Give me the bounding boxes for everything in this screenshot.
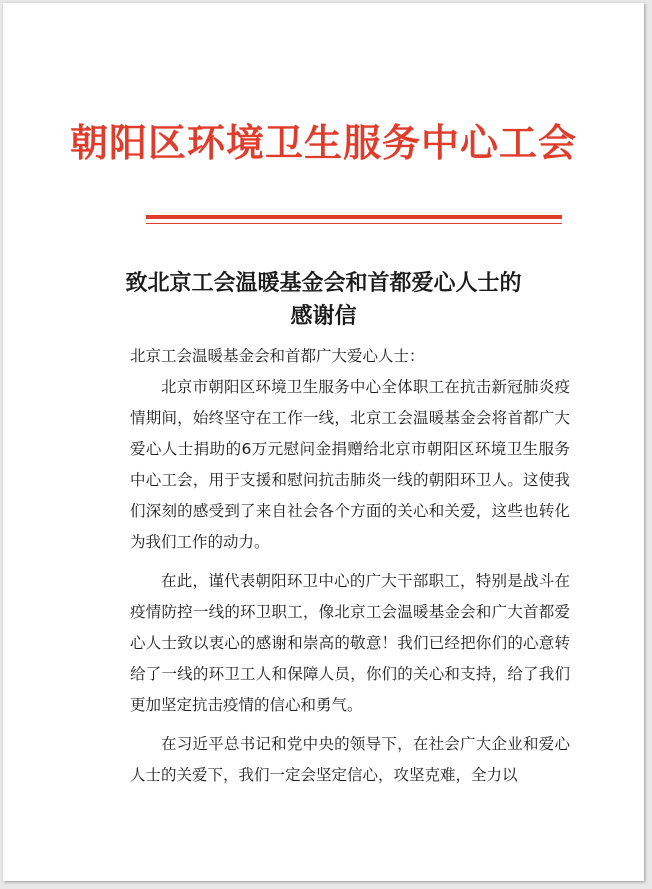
letter-salutation: 北京工会温暖基金会和首都广大爱心人士：	[130, 347, 425, 365]
letter-paragraph-1: 北京市朝阳区环境卫生服务中心全体职工在抗击新冠肺炎疫情期间，始终坚守在工作一线，北京工会温暖基金会将首都广大爱心人士捐助的6万元慰问金捐赠给北京市朝阳区环境卫生服务中心工会，用于支援和慰问抗击肺炎一线的朝阳环卫人。这使我们深刻的感受到了来自社会各个方面的关心和关爱，这些也转化为我们工作的动力。	[130, 378, 570, 551]
letterhead-rule-thick	[146, 215, 562, 219]
letter-paragraph-3: 在习近平总书记和党中央的领导下，在社会广大企业和爱心人士的关爱下，我们一定会坚定信心，攻坚克难，全力以	[130, 735, 570, 784]
letter-page	[3, 3, 644, 881]
letter-paragraph-2: 在此，谨代表朝阳环卫中心的广大干部职工，特别是战斗在疫情防控一线的环卫职工，像北京工会温暖基金会和广大首都爱心人士致以衷心的感谢和崇高的敬意！我们已经把你们的心意转给了一线的环卫工人和保障人员，你们的关心和支持，给了我们更加坚定抗击疫情的信心和勇气。	[130, 572, 570, 714]
letter-title-line2: 感谢信	[290, 304, 357, 329]
letterhead-organization-name: 朝阳区环境卫生服务中心工会	[69, 120, 577, 165]
letter-title-line1: 致北京工会温暖基金会和首都爱心人士的	[125, 271, 522, 296]
letterhead-rule-thin	[146, 223, 562, 224]
